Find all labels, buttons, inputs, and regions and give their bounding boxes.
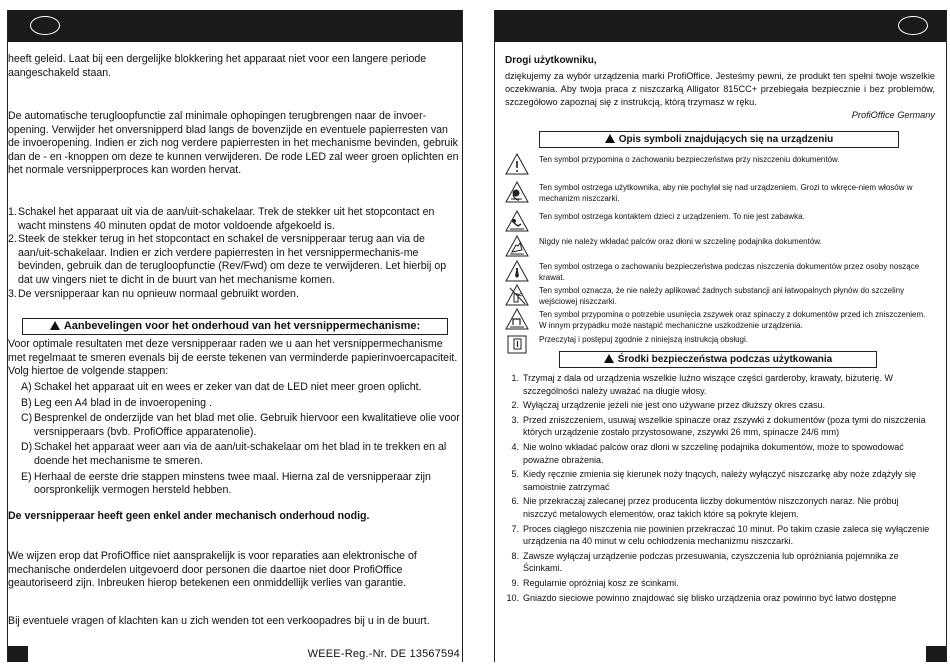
symbol-row — [505, 152, 935, 178]
warning-triangle-icon — [50, 321, 60, 330]
symbol-description: Ten symbol ostrzega kontaktem dzieci z urządzeniem. To nie jest zabawka. — [539, 212, 805, 221]
list-item: 2. Steek de stekker terug in het stopcontact en schakel de versnipperaar terug aan via de aan/uit-schakelaar. Indien er zich verdere papierresten in het versnippermechanis-me bevinden, gebruik dan de terugloopfunctie (Rev/Fwd) om deze te verwijderen. Let hierbij op dat uw vingers niet te dicht in de buurt van het mechanisme komen. — [8, 233, 447, 286]
left-page — [7, 10, 463, 662]
list-item: 7. Proces ciągłego niszczenia nie powinien przekraczać 10 minut. Po takim czasie zaleca się wyłączenie urządzenia na 40 minut w celu ochłodzenia mechanizmu niszczarki. — [511, 523, 930, 547]
page-number-oval — [30, 16, 60, 35]
list-item: 1. Trzymaj z dala od urządzenia wszelkie luźno wiszące części garderoby, krawaty, biżuterię. W szczególności należy uważać na długie włosy. — [511, 373, 893, 396]
list-item: 6. Nie przekraczaj zalecanej przez producenta liczby dokumentów niszczonych naraz. Nie próbuj niszczyć metalowych elementów, oraz takich które są pokryte klejem. — [511, 496, 899, 519]
symbol-description: Ten symbol przypomina o potrzebie usunięcia zszywek oraz spinaczy z dokumentów przed ich zniszczeniem. W innym przypadku może nastąpić mechaniczne uszkodzenie urządzenia. — [539, 310, 926, 330]
paragraph-text: De automatische terugloopfunctie zal minimale ophopingen terugbrengen naar de invoer-opening. Verwijder het onversnipperd blad langs de bovenzijde en eventuele papierresten van de invoeropening. Indien er zich nog verdere papierresten in het mechanisme bevinden, gebruik dan de - en -knoppen om deze te kunnen verwijderen. De rode LED zal weer groen oplichten en het normale versnipperproces kan worden hervat. — [8, 110, 459, 177]
right-page — [494, 10, 947, 662]
symbol-description: Nigdy nie należy wkładać palców oraz dłoni w szczelinę podajnika dokumentów. — [539, 237, 822, 246]
staple-warning-icon — [505, 307, 529, 331]
symbol-row — [505, 180, 935, 206]
page-number-oval — [898, 16, 928, 35]
symbol-row — [505, 209, 935, 235]
symbol-row — [505, 307, 935, 333]
list-item: 3. De versnipperaar kan nu opnieuw normaal gebruikt worden. — [8, 287, 299, 300]
symbols-heading-box: Opis symboli znajdujących się na urządzeniu — [539, 131, 899, 148]
list-item: C) Besprenkel de onderzijde van het blad met olie. Gebruik hiervoor een kwalitatieve olie voor versnipperaars (bvb. ProfiOffice apparatenolie). — [21, 412, 460, 438]
list-item: B) Leg een A4 blad in de invoeropening . — [21, 396, 212, 409]
hand-warning-icon — [505, 234, 529, 258]
contact-paragraph: Bij eventuele vragen of klachten kan u zich wenden tot een verkoopadres bij u in de buurt. — [8, 615, 430, 627]
tie-warning-icon — [505, 259, 529, 283]
paragraph-text: heeft geleid. Laat bij een dergelijke blokkering het apparaat niet voor een langere periode aangeschakeld staan. — [8, 53, 427, 79]
maintenance-intro: Voor optimale resultaten met deze versnipperaar raden we u aan het versnippermechanisme met regelmaat te smeren evenals bij de eerste tekenen van verminderde papierinvoercapaciteit. Volg hiertoe de volgende stappen: — [8, 338, 458, 378]
list-item: 9. Regularnie opróżniaj kosz ze ścinkami. — [511, 578, 679, 588]
maintenance-heading-box: Aanbevelingen voor het onderhoud van het versnippermechanisme: — [22, 318, 448, 335]
recovery-steps-list — [8, 206, 460, 301]
list-item: 3. Przed zniszczeniem, usuwaj wszelkie spinacze oraz zszywki z dokumentów (poza tymi do niszczenia których urządzenie zostało przystosowane, zszywki 26 mm, spinacze 24/6 mm) — [511, 414, 926, 438]
warning-triangle-icon — [605, 134, 615, 143]
symbol-description: Ten symbol ostrzega użytkownika, aby nie pochylał się nad urządzeniem. Grozi to wkręce-niem włosów w mechanizm niszczarki. — [539, 183, 913, 203]
symbol-row — [505, 283, 935, 309]
symbol-description: Ten symbol oznacza, że nie należy aplikować żadnych substancji ani łatwopalnych płynów do szczeliny wejściowej niszczarki. — [539, 286, 905, 306]
list-item: 8. Zawsze wyłączaj urządzenie podczas przesuwania, czyszczenia lub opróżniania pojemnika ze Ścinkami. — [511, 550, 899, 574]
exclamation-warning-icon — [505, 152, 529, 176]
greeting: Drogi użytkowniku, — [505, 55, 597, 66]
list-item: A) Schakel het apparaat uit en wees er zeker van dat de LED niet meer groen oplicht. — [21, 381, 422, 393]
symbol-description: Ten symbol ostrzega o zachowaniu bezpieczeństwa podczas niszczenia dokumentów przez osoby noszące krawat. — [539, 262, 920, 282]
list-item: E) Herhaal de eerste drie stappen minstens twee maal. Hierna zal de versnipperaar zijn oorspronkelijk vermogen hersteld hebben. — [21, 470, 431, 497]
symbol-description: Przeczytaj i postępuj zgodnie z niniejszą instrukcją obsługi. — [539, 335, 748, 344]
page-header-bar — [495, 10, 946, 42]
list-item: 1. Schakel het apparaat uit via de aan/uit-schakelaar. Trek de stekker uit het stopcontact en wacht minstens 40 minuten opdat de motor voldoende afgekoeld is. — [8, 206, 435, 232]
safety-heading-box: Środki bezpieczeństwa podczas użytkowania — [559, 351, 877, 368]
symbol-row — [505, 259, 935, 285]
signature: ProfiOffice Germany — [851, 110, 935, 120]
safety-list — [505, 372, 935, 606]
page-corner-mark — [8, 646, 28, 662]
page-corner-mark — [926, 646, 946, 662]
list-item: D) Schakel het apparaat weer aan via de aan/uit-schakelaar om het blad in te trekken en al doende het mechanisme te smeren. — [21, 441, 447, 467]
hair-warning-icon — [505, 180, 529, 204]
liability-paragraph: We wijzen erop dat ProfiOffice niet aansprakelijk is voor reparaties aan elektronische of mechanische onderdelen uitgevoerd door personen die daartoe niet door ProfiOffice geautoriseerd zijn. Inbreuken hierop betekenen een onmiddellijk verlies van garantie. — [8, 550, 417, 590]
list-item: 10. Gniazdo sieciowe powinno znajdować się blisko urządzenia oraz powinno być łatwo dostępne — [506, 592, 897, 603]
symbol-description: Ten symbol przypomina o zachowaniu bezpieczeństwa przy niszczeniu dokumentów. — [539, 155, 840, 164]
list-item: 4. Nie wolno wkładać palców oraz dłoni w szczelinę podajnika dokumentów, może to spowodować poważne obrażenia. — [511, 442, 904, 465]
warning-triangle-icon — [604, 354, 614, 363]
list-item: 2. Wyłączaj urządzenie jeżeli nie jest ono używane przez dłuższy okres czasu. — [511, 400, 826, 411]
maintenance-note: De versnipperaar heeft geen enkel ander mechanisch onderhoud nodig. — [8, 510, 370, 522]
intro-paragraph: dziękujemy za wybór urządzenia marki ProfiOffice. Jesteśmy pewni, że produkt ten spełni twoje wszelkie oczekiwania. Aby twoja praca z niszczarką Alligator 815CC+ przebiegała bezpiecznie i bez problemów, szczegółowo zapoznaj się z instrukcją, którą trzymasz w ręku. — [505, 71, 935, 107]
spray-warning-icon — [505, 283, 529, 307]
page-header-bar — [8, 10, 462, 42]
paragraph-blockage — [8, 53, 460, 80]
manual-icon — [505, 332, 529, 356]
symbol-row — [505, 234, 935, 260]
maintenance-steps-list — [8, 381, 460, 500]
paragraph-reverse-function — [8, 110, 460, 178]
weee-registration-number: WEEE-Reg.-Nr. DE 13567594 — [307, 648, 460, 660]
child-warning-icon — [505, 209, 529, 233]
list-item: 5. Kiedy ręcznie zmienia się kierunek noży tnących, należy wyłączyć niszczarkę aby noże zdążyły się samoistnie zatrzymać — [511, 469, 917, 492]
